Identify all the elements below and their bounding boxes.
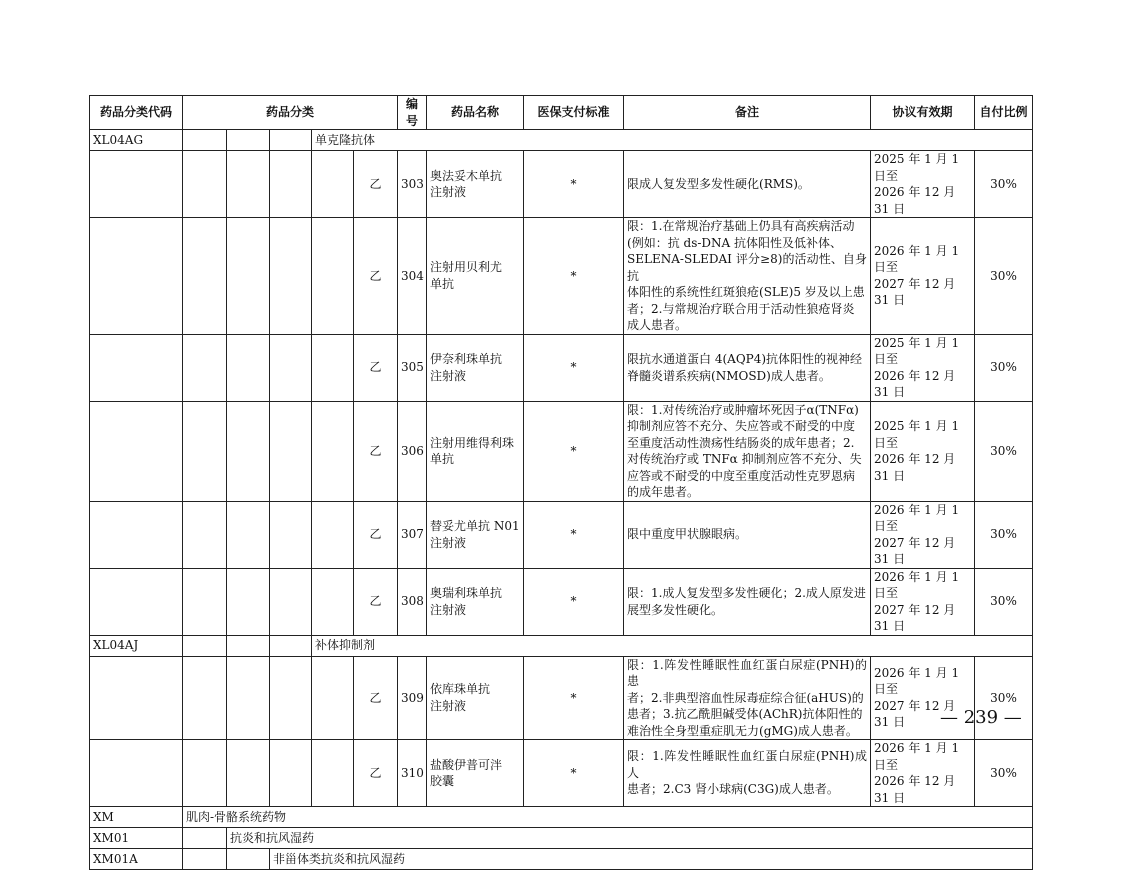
- drug-name-line: 胶囊: [430, 774, 455, 788]
- grade-cell: 乙: [354, 656, 398, 740]
- code-cell: [90, 740, 183, 807]
- drug-note-line: 限：1.在常规治疗基础上仍具有高疾病活动: [627, 219, 855, 233]
- page-number: — 239 —: [940, 707, 1022, 728]
- validity-period: [871, 218, 975, 335]
- category-indent-cell: [270, 501, 312, 568]
- category-code: XM: [90, 807, 183, 828]
- category-code: XL04AG: [90, 130, 183, 151]
- drug-name-line: 伊奈利珠单抗: [430, 352, 503, 366]
- header-standard: 医保支付标准: [524, 96, 624, 130]
- grade-cell: 乙: [354, 151, 398, 218]
- category-indent-cell: [312, 740, 354, 807]
- validity-period-line: 2026 年 12 月 31 日: [874, 452, 956, 483]
- category-indent-cell: [183, 151, 227, 218]
- drug-note-line: 限成人复发型多发性硬化(RMS)。: [627, 176, 810, 191]
- category-indent-cell: [270, 568, 312, 635]
- validity-period-line: 2025 年 1 月 1 日至: [874, 335, 960, 366]
- code-cell: [90, 334, 183, 401]
- validity-period-line: 2026 年 1 月 1 日至: [874, 502, 960, 533]
- header-category: 药品分类: [183, 96, 398, 130]
- code-cell: [90, 401, 183, 501]
- drug-note-line: 脊髓炎谱系疾病(NMOSD)成人患者。: [627, 368, 831, 383]
- drug-name: [427, 656, 524, 740]
- drug-name-line: 奥法妥木单抗: [430, 168, 503, 183]
- category-indent-cell: [270, 151, 312, 218]
- category-indent-cell: [227, 151, 270, 218]
- category-row: [90, 807, 1033, 828]
- code-cell: [90, 501, 183, 568]
- category-indent-cell: [183, 740, 227, 807]
- validity-period-line: 2026 年 1 月 1 日至: [874, 243, 960, 275]
- validity-period: [871, 740, 975, 807]
- drug-number: 310: [398, 740, 427, 807]
- drug-row: [90, 334, 1033, 401]
- payment-standard: *: [524, 401, 624, 501]
- grade-cell: 乙: [354, 401, 398, 501]
- drug-note: [624, 568, 871, 635]
- category-indent-cell: [227, 130, 270, 151]
- payment-standard: *: [524, 501, 624, 568]
- validity-period-line: 2026 年 12 月 31 日: [874, 774, 956, 805]
- category-label: 肌肉-骨骼系统药物: [183, 807, 1033, 828]
- category-indent-cell: [183, 334, 227, 401]
- self-pay-ratio: 30%: [975, 218, 1033, 335]
- drug-note-line: 应答或不耐受的中度至重度活动性克罗恩病: [627, 468, 856, 483]
- code-cell: [90, 218, 183, 335]
- category-code: XM01: [90, 828, 183, 849]
- category-indent-cell: [183, 568, 227, 635]
- payment-standard: *: [524, 334, 624, 401]
- drug-name: [427, 401, 524, 501]
- category-indent-cell: [227, 656, 270, 740]
- validity-period-line: 2025 年 1 月 1 日至: [874, 419, 960, 450]
- validity-period: [871, 568, 975, 635]
- drug-name-line: 奥瑞利珠单抗: [430, 586, 503, 600]
- drug-note: [624, 151, 871, 218]
- drug-note-line: 成人患者。: [627, 318, 688, 332]
- category-indent-cell: [270, 218, 312, 335]
- drug-name-line: 盐酸伊普可泮: [430, 757, 503, 772]
- category-indent-cell: [227, 568, 270, 635]
- grade-cell: 乙: [354, 218, 398, 335]
- category-indent-cell: [227, 849, 270, 870]
- drug-name-line: 注射用维得利珠: [430, 435, 515, 450]
- category-indent-cell: [183, 501, 227, 568]
- grade-cell: 乙: [354, 501, 398, 568]
- validity-period-line: 2025 年 1 月 1 日至: [874, 152, 960, 183]
- drug-note-line: 至重度活动性溃疡性结肠炎的成年患者；2.: [627, 435, 855, 450]
- category-row: [90, 828, 1033, 849]
- category-label: 抗炎和抗风湿药: [227, 828, 1033, 849]
- drug-name: [427, 334, 524, 401]
- drug-note-line: 展型多发性硬化。: [627, 602, 724, 617]
- self-pay-ratio: 30%: [975, 740, 1033, 807]
- self-pay-ratio: 30%: [975, 334, 1033, 401]
- category-row: [90, 849, 1033, 870]
- drug-note-line: SELENA-SLEDAI 评分≥8)的活动性、自身抗: [627, 252, 868, 283]
- category-label: 非甾体类抗炎和抗风湿药: [270, 849, 1033, 870]
- drug-row: [90, 218, 1033, 335]
- header-name: 药品名称: [427, 96, 524, 130]
- drug-name-line: 注射液: [430, 185, 467, 199]
- drug-number: 305: [398, 334, 427, 401]
- category-indent-cell: [183, 849, 227, 870]
- drug-name: [427, 740, 524, 807]
- drug-note: [624, 501, 871, 568]
- header-note: 备注: [624, 96, 871, 130]
- category-indent-cell: [270, 130, 312, 151]
- grade-cell: 乙: [354, 568, 398, 635]
- drug-note-line: 限：1.阵发性睡眠性血红蛋白尿症(PNH)成人: [627, 749, 868, 780]
- validity-period-line: 2026 年 12 月 31 日: [874, 185, 956, 216]
- drug-note-line: 抑制剂应答不充分、失应答或不耐受的中度: [627, 419, 856, 433]
- drug-name-line: 单抗: [430, 452, 455, 466]
- drug-name-line: 注射液: [430, 535, 467, 550]
- drug-note: [624, 334, 871, 401]
- drug-name-line: 注射用贝利尤: [430, 260, 503, 275]
- drug-note-line: 限：1.成人复发型多发性硬化；2.成人原发进: [627, 586, 866, 600]
- category-indent-cell: [183, 130, 227, 151]
- drug-row: [90, 656, 1033, 740]
- validity-period: [871, 151, 975, 218]
- code-cell: [90, 568, 183, 635]
- drug-name-line: 替妥尤单抗 N01: [430, 519, 520, 533]
- category-indent-cell: [183, 635, 227, 656]
- self-pay-ratio: 30%: [975, 151, 1033, 218]
- grade-cell: 乙: [354, 334, 398, 401]
- payment-standard: *: [524, 656, 624, 740]
- validity-period-line: 2026 年 1 月 1 日至: [874, 665, 960, 697]
- drug-row: [90, 501, 1033, 568]
- validity-period: [871, 334, 975, 401]
- category-indent-cell: [270, 740, 312, 807]
- payment-standard: *: [524, 568, 624, 635]
- header-ratio: 自付比例: [975, 96, 1033, 130]
- drug-row: [90, 568, 1033, 635]
- category-indent-cell: [312, 218, 354, 335]
- drug-note-line: 对传统治疗或 TNFα 抑制剂应答不充分、失: [627, 452, 862, 466]
- category-indent-cell: [270, 656, 312, 740]
- category-indent-cell: [312, 568, 354, 635]
- drug-note: [624, 218, 871, 335]
- category-indent-cell: [312, 334, 354, 401]
- drug-name: [427, 568, 524, 635]
- drug-row: [90, 740, 1033, 807]
- category-indent-cell: [312, 401, 354, 501]
- drug-name-line: 注射液: [430, 368, 467, 383]
- drug-note-line: 者；2.非典型溶血性尿毒症综合征(aHUS)的: [627, 690, 864, 705]
- drug-note-line: 的成年患者。: [627, 485, 700, 499]
- category-indent-cell: [183, 656, 227, 740]
- drug-note-line: 患者；2.C3 肾小球病(C3G)成人患者。: [627, 782, 839, 797]
- drug-note: [624, 656, 871, 740]
- validity-period-line: 2027 年 12 月 31 日: [874, 535, 956, 566]
- category-indent-cell: [312, 656, 354, 740]
- drug-number: 304: [398, 218, 427, 335]
- drug-name: [427, 501, 524, 568]
- category-indent-cell: [312, 151, 354, 218]
- validity-period-line: 2026 年 1 月 1 日至: [874, 569, 960, 600]
- drug-name-line: 注射液: [430, 602, 467, 617]
- header-number: 编号: [398, 96, 427, 130]
- validity-period: [871, 501, 975, 568]
- drug-note-line: 限中重度甲状腺眼病。: [627, 527, 748, 542]
- drug-note: [624, 740, 871, 807]
- category-indent-cell: [227, 334, 270, 401]
- category-indent-cell: [227, 635, 270, 656]
- category-indent-cell: [227, 218, 270, 335]
- payment-standard: *: [524, 151, 624, 218]
- validity-period-line: 2026 年 1 月 1 日至: [874, 741, 960, 772]
- self-pay-ratio: 30%: [975, 401, 1033, 501]
- drug-name: [427, 218, 524, 335]
- table-header-row: [90, 96, 1033, 130]
- category-indent-cell: [270, 635, 312, 656]
- validity-period-line: 2027 年 12 月 31 日: [874, 698, 956, 730]
- code-cell: [90, 151, 183, 218]
- drug-name-line: 单抗: [430, 276, 455, 291]
- self-pay-ratio: 30%: [975, 501, 1033, 568]
- validity-period-line: 2027 年 12 月 31 日: [874, 602, 956, 633]
- header-validity: 协议有效期: [871, 96, 975, 130]
- code-cell: [90, 656, 183, 740]
- category-code: XL04AJ: [90, 635, 183, 656]
- category-row: [90, 130, 1033, 151]
- category-indent-cell: [227, 401, 270, 501]
- drug-note-line: 限抗水通道蛋白 4(AQP4)抗体阳性的视神经: [627, 352, 863, 366]
- category-indent-cell: [183, 401, 227, 501]
- drug-name-line: 依库珠单抗: [430, 682, 491, 697]
- drug-note-line: 患者；3.抗乙酰胆碱受体(AChR)抗体阳性的: [627, 707, 863, 721]
- drug-name-line: 注射液: [430, 698, 467, 713]
- header-code: 药品分类代码: [90, 96, 183, 130]
- validity-period: [871, 401, 975, 501]
- drug-name: [427, 151, 524, 218]
- drug-catalog-table: [89, 95, 1033, 870]
- drug-number: 308: [398, 568, 427, 635]
- drug-note-line: 限：1.阵发性睡眠性血红蛋白尿症(PNH)的患: [627, 657, 868, 688]
- category-indent-cell: [270, 334, 312, 401]
- drug-row: [90, 151, 1033, 218]
- validity-period-line: 2027 年 12 月 31 日: [874, 276, 956, 308]
- drug-note-line: 限：1.对传统治疗或肿瘤坏死因子α(TNFα): [627, 402, 859, 417]
- drug-note-line: 者；2.与常规治疗联合用于活动性狼疮肾炎: [627, 301, 855, 316]
- self-pay-ratio: 30%: [975, 656, 1033, 740]
- drug-number: 303: [398, 151, 427, 218]
- category-indent-cell: [227, 501, 270, 568]
- table-body: [90, 130, 1033, 870]
- payment-standard: *: [524, 218, 624, 335]
- category-indent-cell: [312, 501, 354, 568]
- drug-note: [624, 401, 871, 501]
- category-indent-cell: [183, 218, 227, 335]
- drug-number: 309: [398, 656, 427, 740]
- validity-period-line: 2026 年 12 月 31 日: [874, 368, 956, 399]
- drug-number: 307: [398, 501, 427, 568]
- category-label: 单克隆抗体: [312, 130, 1033, 151]
- drug-number: 306: [398, 401, 427, 501]
- category-row: [90, 635, 1033, 656]
- category-code: XM01A: [90, 849, 183, 870]
- category-indent-cell: [227, 740, 270, 807]
- drug-note-line: (例如：抗 ds-DNA 抗体阳性及低补体、: [627, 235, 843, 250]
- category-indent-cell: [270, 401, 312, 501]
- drug-row: [90, 401, 1033, 501]
- self-pay-ratio: 30%: [975, 568, 1033, 635]
- drug-note-line: 体阳性的系统性红斑狼疮(SLE)5 岁及以上患: [627, 285, 865, 299]
- payment-standard: *: [524, 740, 624, 807]
- grade-cell: 乙: [354, 740, 398, 807]
- category-indent-cell: [183, 828, 227, 849]
- drug-note-line: 难治性全身型重症肌无力(gMG)成人患者。: [627, 723, 858, 738]
- category-label: 补体抑制剂: [312, 635, 1033, 656]
